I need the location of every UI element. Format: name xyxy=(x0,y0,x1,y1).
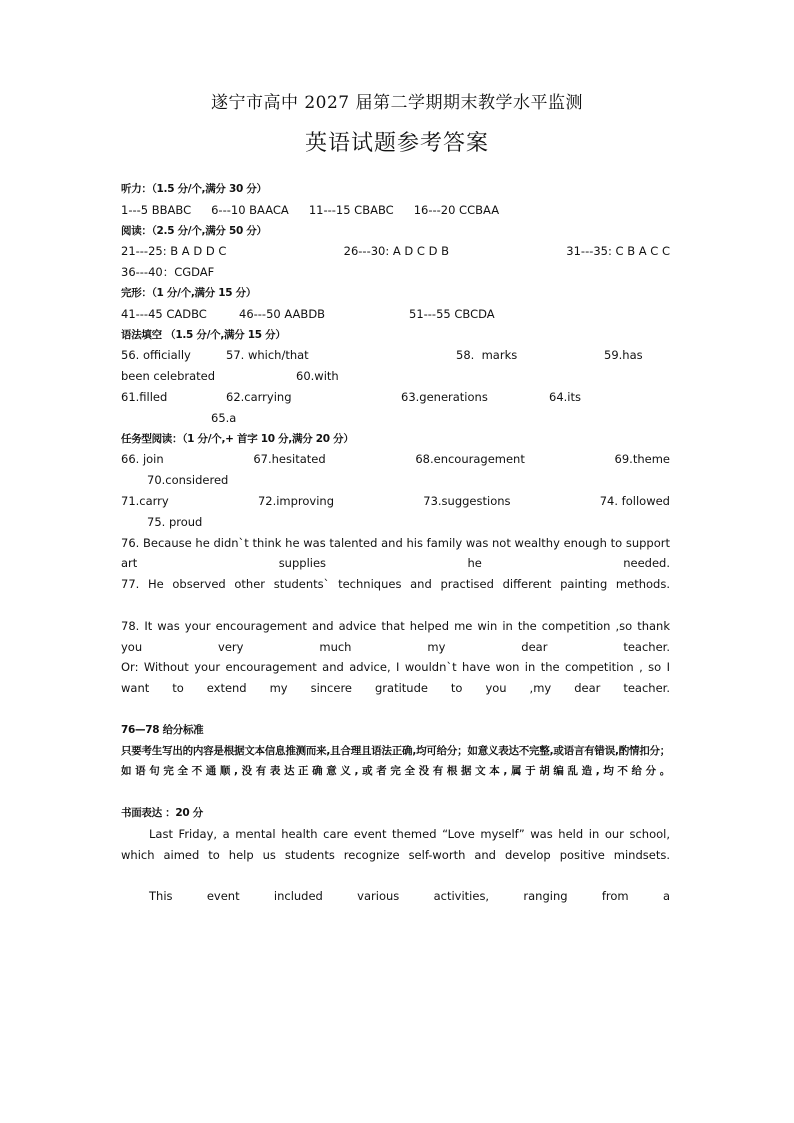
cloze-heading: 完形：（1 分/个,满分 15 分） xyxy=(121,286,257,299)
reading-answers-line2: 36---40：CGDAF xyxy=(121,265,215,280)
task-item: 68.encouragement xyxy=(415,452,525,467)
task-row4 xyxy=(121,512,670,533)
reading-heading: 阅读：（2.5 分/个,满分 50 分） xyxy=(121,224,267,237)
task-item: 66. join xyxy=(121,452,164,467)
listening-answers xyxy=(121,200,670,221)
grammar-item: 60.with xyxy=(296,369,339,384)
grammar-row3 xyxy=(121,387,670,408)
listening-answer-group: 11---15 CBABC xyxy=(308,202,394,217)
task-row1 xyxy=(121,449,670,470)
task-item: 69.theme xyxy=(614,452,670,467)
answer-77: 77. He observed other students` techniques and practised different painting methods. xyxy=(121,577,670,592)
grammar-item: 58. marks xyxy=(456,348,518,363)
writing-heading: 书面表达 ：20 分 xyxy=(121,806,203,819)
task-item: 74. followed xyxy=(599,493,670,508)
listening-answer-group: 16---20 CCBAA xyxy=(413,202,500,217)
answer-78-alternative: Or: Without your encouragement and advice, I wouldn`t have won in the competition , so I want to extend my sincere gratitude to you ,my dear teacher. xyxy=(121,660,670,696)
cloze-answers xyxy=(121,304,670,325)
scoring-heading: 76—78 给分标准 xyxy=(121,723,204,736)
listening-answer-group: 1---5 BBABC xyxy=(121,202,192,217)
grammar-row2 xyxy=(121,366,670,387)
task-item: 75. proud xyxy=(147,514,203,529)
grammar-heading: 语法填空 （1.5 分/个,满分 15 分） xyxy=(121,328,286,341)
scoring-criteria: 只要考生写出的内容是根据文本信息推测而来,且合理且语法正确,均可给分；如意义表达不完整,或语言有错误,酌情扣分；如语句完全不通顺,没有表达正确意义,或者完全没有根据文本,属于胡编乱造,均不给分。 xyxy=(121,744,670,778)
grammar-item: 64.its xyxy=(549,389,581,404)
grammar-item: 62.carrying xyxy=(226,389,292,404)
grammar-item: 56. officially xyxy=(121,348,191,363)
reading-answer-group: 21---25: B A D D C xyxy=(121,244,227,259)
reading-answers-line1 xyxy=(121,241,670,262)
task-row2 xyxy=(121,470,670,491)
grammar-item: 61.filled xyxy=(121,389,168,404)
writing-paragraph-1: Last Friday, a mental health care event themed “Love myself” was held in our school, which aimed to help us students recognize self-worth and develop positive mindsets. xyxy=(121,826,670,862)
listening-answer-group: 6---10 BAACA xyxy=(211,202,289,217)
listening-heading: 听力：（1.5 分/个,满分 30 分） xyxy=(121,183,267,195)
task-row3 xyxy=(121,491,670,512)
reading-answer-group: 26---30: A D C D B xyxy=(343,244,450,259)
task-item: 72.improving xyxy=(257,493,335,508)
answer-key-title: 英语试题参考答案 xyxy=(304,131,489,156)
grammar-item: 59.has xyxy=(604,348,643,363)
answer-content xyxy=(121,179,670,907)
answer-78: 78. It was your encouragement and advice that helped me win in the competition ,so thank you very much my dear teacher. xyxy=(121,618,670,654)
task-item: 67.hesitated xyxy=(253,452,326,467)
grammar-row1 xyxy=(121,345,670,366)
task-reading-heading: 任务型阅读：（1 分/个,+ 首字 10 分,满分 20 分） xyxy=(121,432,354,445)
grammar-row4 xyxy=(121,408,670,429)
answer-76: 76. Because he didn`t think he was talented and his family was not wealthy enough to support art supplies he needed. xyxy=(121,535,670,571)
cloze-answer-group: 46---50 AABDB xyxy=(239,306,326,321)
task-item: 73.suggestions xyxy=(423,493,511,508)
task-item: 70.considered xyxy=(147,473,229,488)
reading-answer-group: 31---35: C B A C C xyxy=(566,244,670,259)
grammar-item: been celebrated xyxy=(121,369,216,384)
writing-paragraph-2: This event included various activities, ranging from a xyxy=(149,889,670,904)
exam-title: 遂宁市高中 2027 届第二学期期末教学水平监测 xyxy=(210,93,584,113)
grammar-item: 63.generations xyxy=(401,389,488,404)
cloze-answer-group: 51---55 CBCDA xyxy=(409,306,495,321)
grammar-item: 65.a xyxy=(211,410,237,425)
cloze-answer-group: 41---45 CADBC xyxy=(121,306,207,321)
task-item: 71.carry xyxy=(121,493,169,508)
grammar-item: 57. which/that xyxy=(226,348,309,363)
